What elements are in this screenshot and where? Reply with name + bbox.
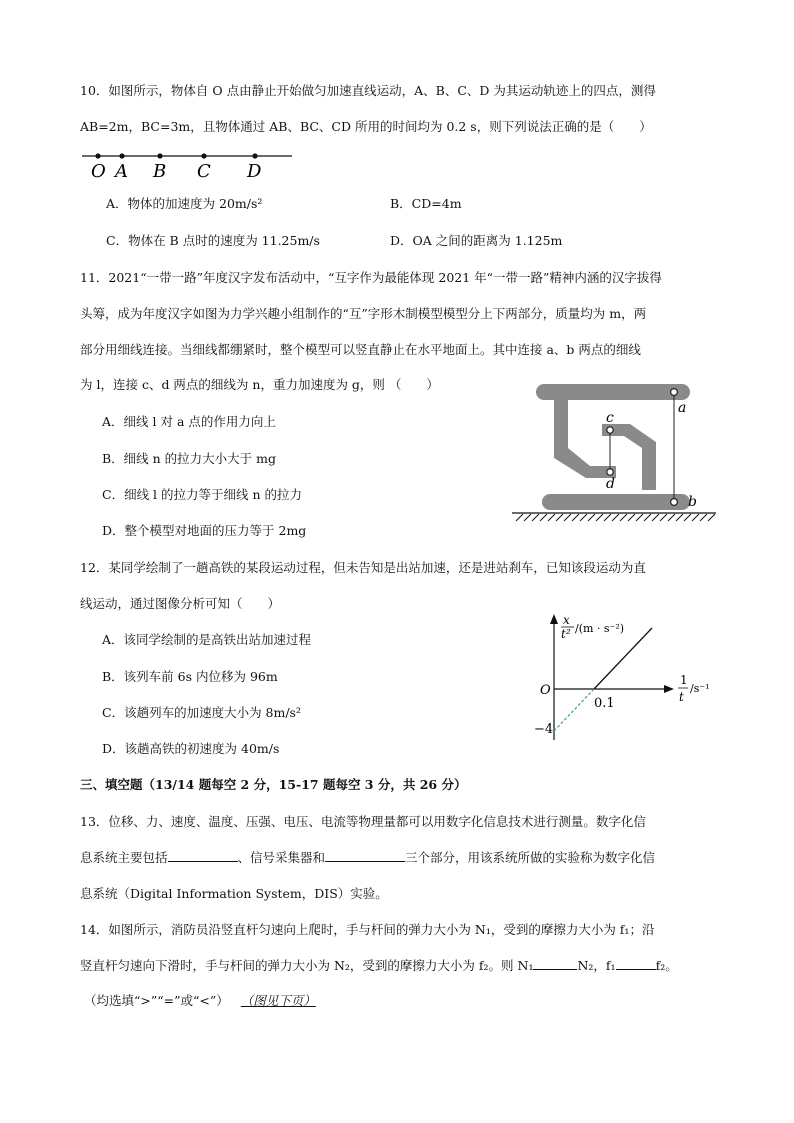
q13-blank-2[interactable] xyxy=(325,849,405,862)
point-d-dot xyxy=(252,153,257,158)
q12-option-b[interactable]: B．该列车前 6s 内位移为 96m xyxy=(102,669,278,684)
q10-option-a[interactable]: A．物体的加速度为 20m/s² xyxy=(106,196,263,211)
point-b-dot xyxy=(671,499,678,506)
q10-stem-line2: AB=2m，BC=3m，且物体通过 AB、BC、CD 所用的时间均为 0.2 s，则下列说法正确的是（ ） xyxy=(80,119,652,134)
point-d-dot xyxy=(607,469,613,475)
x-tick-label: 0.1 xyxy=(594,696,615,711)
x-label-denominator: t xyxy=(679,690,684,704)
y-label-denominator: t² xyxy=(561,627,571,641)
q12-option-c[interactable]: C．该趟列车的加速度大小为 8m/s² xyxy=(102,705,301,720)
q14-text-part3: f₂。 xyxy=(655,958,678,973)
point-o-dot xyxy=(95,153,100,158)
q13-stem-line1: 13．位移、力、速度、温度、压强、电压、电流等物理量都可以用数字化信息技术进行测量。数字化信 xyxy=(80,814,646,829)
q11-option-d[interactable]: D．整个模型对地面的压力等于 2mg xyxy=(102,523,307,538)
label-b: b xyxy=(688,494,697,510)
q14-blank-1[interactable] xyxy=(533,957,577,970)
q13-blank-1[interactable] xyxy=(168,849,238,862)
q14-text-part2: N₂，f₁ xyxy=(577,958,616,973)
point-a-dot xyxy=(671,389,678,396)
q13-stem-line2 xyxy=(80,849,655,867)
q10-track-figure xyxy=(82,146,294,180)
q12-stem-line1: 12．某同学绘制了一趟高铁的某段运动过程，但未告知是出站加速，还是进站刹车，已知该段运动为直 xyxy=(80,560,646,575)
y-label-numerator: x xyxy=(563,613,570,627)
q13-text-part3: 三个部分，用该系统所做的实验称为数字化信 xyxy=(405,850,656,865)
y-tick-label: −4 xyxy=(534,722,554,737)
y-label-unit: /(m · s⁻²) xyxy=(575,622,625,635)
q12-option-a[interactable]: A．该同学绘制的是高铁出站加速过程 xyxy=(102,632,312,647)
q13-text-part1: 息系统主要包括 xyxy=(80,850,168,865)
q11-stem-line3: 部分用细线连接。当细线都绷紧时，整个模型可以竖直静止在水平地面上。其中连接 a、b 两点的细线 xyxy=(80,342,641,357)
q11-option-b[interactable]: B．细线 n 的拉力大小大于 mg xyxy=(102,451,277,466)
point-c-label: C xyxy=(197,161,211,180)
q10-option-b[interactable]: B．CD=4m xyxy=(390,196,462,211)
q13-stem-line3: 息系统（Digital Information System，DIS）实验。 xyxy=(80,886,388,901)
point-c-dot xyxy=(607,427,613,433)
label-a: a xyxy=(678,400,687,416)
point-c-dot xyxy=(201,153,206,158)
q14-stem-line2 xyxy=(80,957,678,975)
point-d-label: D xyxy=(247,161,262,180)
q12-stem-line2: 线运动，通过图像分析可知（ ） xyxy=(80,596,281,611)
q10-option-d[interactable]: D．OA 之间的距离为 1.125m xyxy=(390,233,563,248)
q14-stem-line1: 14．如图所示，消防员沿竖直杆匀速向上爬时，手与杆间的弹力大小为 N₁，受到的摩擦力大小为 f₁；沿 xyxy=(80,922,655,937)
label-d: d xyxy=(606,476,615,492)
q12-option-d[interactable]: D．该趟高铁的初速度为 40m/s xyxy=(102,741,280,756)
q10-stem-line1: 10．如图所示，物体自 O 点由静止开始做匀加速直线运动，A、B、C、D 为其运动轨迹上的四点，测得 xyxy=(80,83,656,98)
q11-stem-line2: 头筹，成为年度汉字如图为力学兴趣小组制作的“互”字形木制模型模型分上下两部分，质量均为 m，两 xyxy=(80,306,647,321)
label-c: c xyxy=(606,410,614,426)
q14-stem-line3 xyxy=(84,992,316,1010)
point-a-dot xyxy=(119,153,124,158)
q14-hint: （均选填“>”“=”或“<”） xyxy=(84,993,229,1008)
point-b-label: B xyxy=(153,161,167,180)
section3-heading: 三、填空题（13/14 题每空 2 分，15-17 题每空 3 分，共 26 分） xyxy=(80,777,467,792)
origin-label: O xyxy=(540,683,551,698)
q14-blank-2[interactable] xyxy=(616,957,656,970)
x-label-unit: /s⁻¹ xyxy=(690,682,710,695)
q14-figure-note: （图见下页） xyxy=(240,993,316,1008)
q11-option-c[interactable]: C．细线 l 的拉力等于细线 n 的拉力 xyxy=(102,487,303,502)
point-a-label: A xyxy=(115,161,128,180)
q14-text-part1: 竖直杆匀速向下滑时，手与杆间的弹力大小为 N₂，受到的摩擦力大小为 f₂。则 N₁ xyxy=(80,958,534,973)
q12-graph xyxy=(530,612,720,744)
q10-option-c[interactable]: C．物体在 B 点时的速度为 11.25m/s xyxy=(106,233,320,248)
q11-stem-line1: 11．2021“一带一路”年度汉字发布活动中，“互字作为最能体现 2021 年“一带一路”精神内涵的汉字拔得 xyxy=(80,270,662,285)
point-b-dot xyxy=(157,153,162,158)
q11-option-a[interactable]: A．细线 l 对 a 点的作用力向上 xyxy=(102,414,276,429)
q13-text-part2: 、信号采集器和 xyxy=(237,850,326,865)
point-o-label: O xyxy=(91,161,106,180)
q11-stem-line4: 为 l，连接 c、d 两点的细线为 n，重力加速度为 g，则 （ ） xyxy=(80,377,439,392)
x-label-numerator: 1 xyxy=(680,673,688,687)
q11-hu-model-figure xyxy=(506,378,720,526)
